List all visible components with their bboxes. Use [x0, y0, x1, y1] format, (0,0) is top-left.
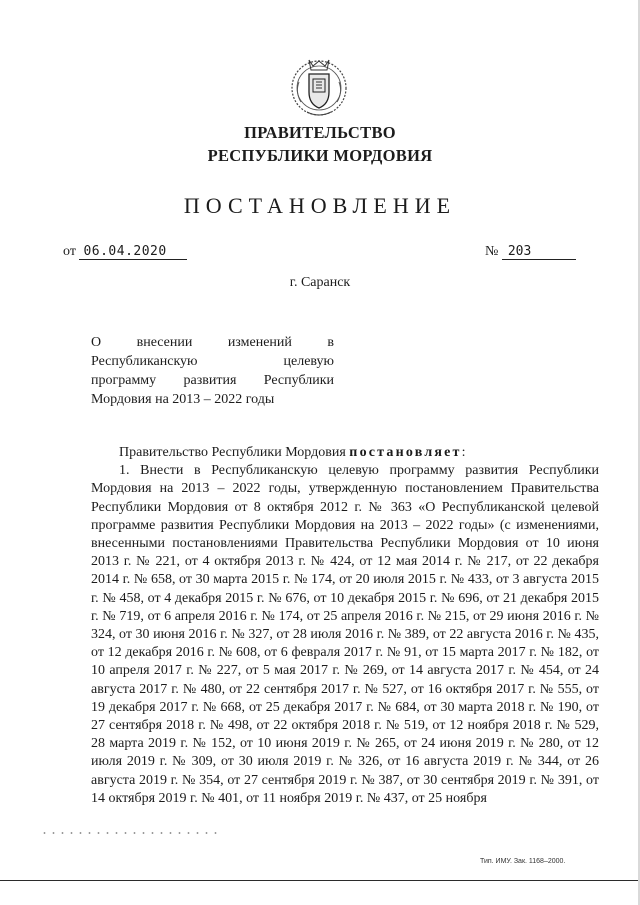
- scan-artifact-dots: [40, 832, 220, 834]
- paragraph-1: 1. Внести в Республиканскую целевую программу развития Республики Мордовия на 2013 – 2022 годы, утвержденную постановлением Правительства Республики Мордовия от 8 октября 2012 г. № 363 «О Республиканской целевой программе развития Республики Мордовия на 2013 – 2022 годы» (с изменениями, внесенными постановлениями Правительства Республики Мордовия от 10 июня 2013 г. № 221, от 4 октября 2013 г. № 424, от 12 мая 2014 г. № 217, от 22 декабря 2014 г. № 658, от 30 марта 2015 г. № 174, от 20 июля 2015 г. № 433, от 3 августа 2015 г. № 458, от 4 декабря 2015 г. № 676, от 10 декабря 2015 г. № 696, от 21 декабря 2015 г. № 719, от 6 апреля 2016 г. № 174, от 25 апреля 2016 г. № 215, от 29 июня 2016 г. № 324, от 30 июня 2016 г. № 327, от 28 июля 2016 г. № 389, от 22 августа 2016 г. № 435, от 12 декабря 2016 г. № 608, от 6 февраля 2017 г. № 91, от 15 марта 2017 г. № 182, от 10 апреля 2017 г. № 227, от 5 мая 2017 г. № 269, от 14 августа 2017 г. № 454, от 24 августа 2017 г. № 480, от 22 сентября 2017 г. № 527, от 16 октября 2017 г. № 555, от 19 декабря 2017 г. № 668, от 25 декабря 2017 г. № 684, от 30 марта 2018 г. № 190, от 27 сентября 2018 г. № 498, от 22 октября 2018 г. № 519, от 12 ноября 2018 г. № 529, 28 марта 2019 г. № 152, от 10 июня 2019 г. № 265, от 24 июня 2019 г. № 280, от 12 июля 2019 г. № 309, от 30 июля 2019 г. № 326, от 16 августа 2019 г. № 344, от 26 августа 2019 г. № 354, от 27 сентября 2019 г. № 387, от 30 сентября 2019 г. № 391, от 14 октября 2019 г. № 401, от 11 ноября 2019 г. № 437, от 25 ноября: [91, 463, 599, 806]
- government-title-line1: ПРАВИТЕЛЬСТВО: [244, 123, 396, 142]
- printing-imprint: Тип. ИМУ. Зак. 1168–2000.: [480, 858, 566, 865]
- subject-line: программу развития Республики: [91, 373, 334, 388]
- document-body: [91, 444, 599, 808]
- document-type-title: ПОСТАНОВЛЕНИЕ: [183, 193, 457, 218]
- government-title-line2: РЕСПУБЛИКИ МОРДОВИЯ: [207, 146, 433, 165]
- footer-rule: [0, 880, 640, 881]
- subject-line: Мордовия на 2013 – 2022 годы: [91, 392, 275, 407]
- subject-line: О внесении изменений в: [91, 335, 334, 350]
- date-value: 06.04.2020: [79, 244, 187, 260]
- number-value: 203: [502, 244, 576, 260]
- preamble: [91, 444, 599, 462]
- document-date: [63, 244, 187, 260]
- city: г. Саранск: [289, 275, 351, 290]
- document-subject: [91, 333, 334, 409]
- document-number: [485, 244, 576, 260]
- number-prefix: №: [485, 244, 499, 259]
- preamble-colon: :: [461, 445, 466, 460]
- date-prefix: от: [63, 244, 76, 259]
- subject-line: Республиканскую целевую: [91, 354, 334, 369]
- preamble-text: Правительство Республики Мордовия: [119, 445, 350, 460]
- preamble-decree-word: постановляет: [349, 445, 462, 460]
- coat-of-arms-icon: [285, 52, 353, 120]
